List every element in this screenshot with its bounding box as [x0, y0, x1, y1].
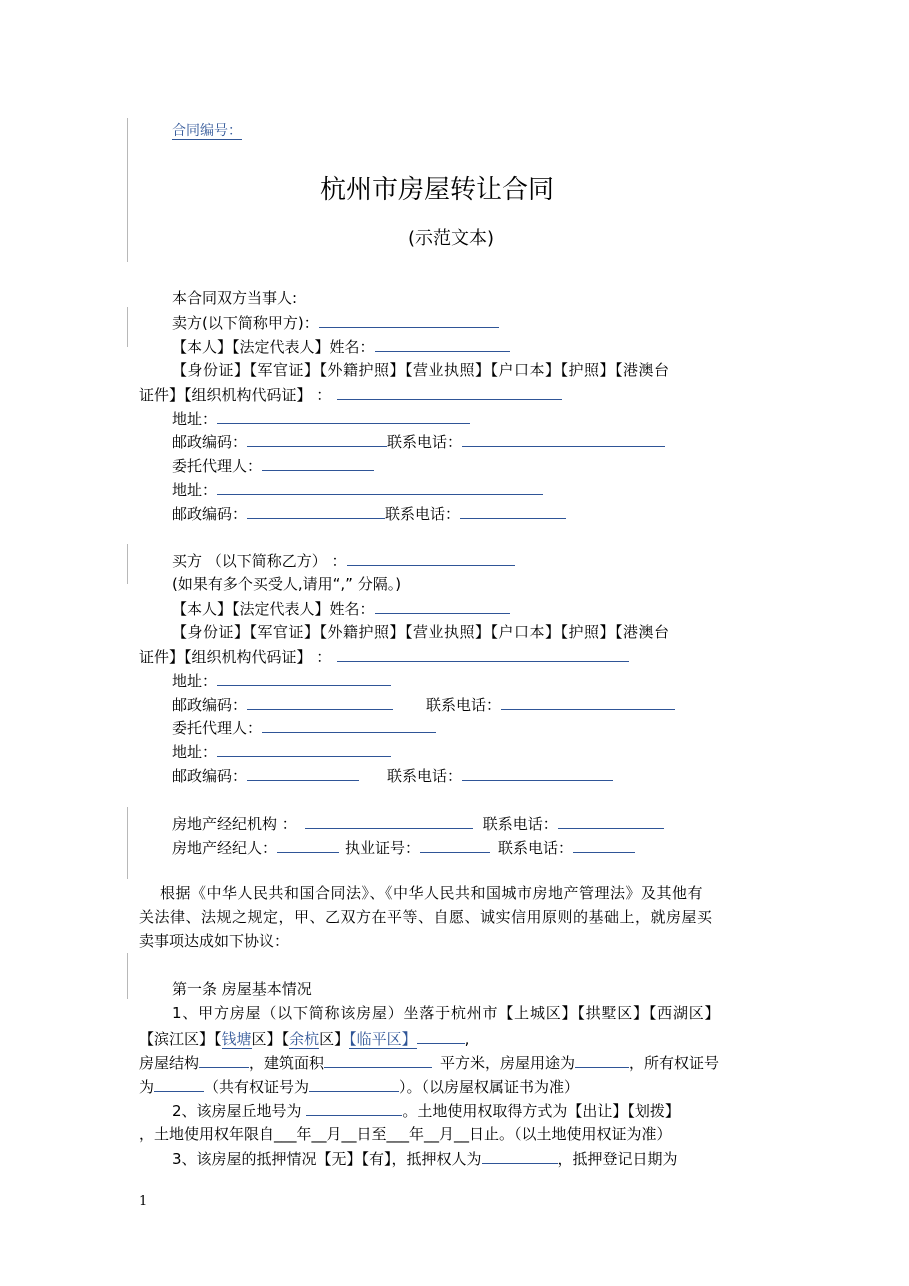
buyer-id-types-line2: 证件】【组织机构代码证】 ：: [139, 647, 629, 666]
seller-id-number-field[interactable]: [337, 385, 562, 400]
co-certificate-no-field[interactable]: [309, 1077, 399, 1092]
area-field[interactable]: [324, 1053, 432, 1068]
page-subtitle: (示范文本): [408, 228, 495, 249]
buyer-rep-line: 【本人】【法定代表人】姓名：: [172, 599, 510, 618]
article1-p1-line3: 房屋结构 ，建筑面积 平方米，房屋用途为 ，所有权证号: [139, 1054, 720, 1072]
parties-intro: 本合同双方当事人:: [172, 289, 298, 307]
seller-agent-address-line: 地址：: [172, 480, 543, 499]
buyer-contact-line: 邮政编码： 联系电话：: [172, 695, 675, 714]
seller-id-types-line2: 证件】【组织机构代码证】 ：: [139, 385, 562, 404]
usage-field[interactable]: [575, 1053, 629, 1068]
lot-number-field[interactable]: [306, 1101, 402, 1116]
page-number: 1: [139, 1194, 148, 1209]
preamble-line-3: 卖事项达成如下协议：: [139, 932, 290, 950]
seller-label-line: 卖方(以下简称甲方)：: [172, 313, 499, 332]
buyer-name-field[interactable]: [347, 551, 515, 566]
broker-agent-line: 房地产经纪人： 执业证号： 联系电话：: [172, 838, 635, 857]
margin-bar: [127, 307, 128, 347]
broker-agent-field[interactable]: [277, 838, 339, 853]
buyer-agent-postcode-field[interactable]: [247, 766, 359, 781]
buyer-agent-field[interactable]: [262, 718, 436, 733]
preamble-line-1: 根据《中华人民共和国合同法》、《中华人民共和国城市房地产管理法》及其他有: [160, 884, 704, 902]
buyer-agent-line: 委托代理人：: [172, 718, 436, 737]
article1-p2-line1: 2、该房屋丘地号为 。土地使用权取得方式为【出让】【划拨】: [172, 1102, 680, 1120]
article1-heading: 第一条 房屋基本情况: [172, 980, 312, 998]
mortgagee-field[interactable]: [482, 1149, 558, 1164]
article1-p2-line2: ，土地使用权年限自___年__月__日至___年__月__日止。（以土地使用权证为准）: [139, 1125, 672, 1143]
seller-postcode-field[interactable]: [247, 432, 387, 447]
seller-address-line: 地址：: [172, 409, 470, 428]
buyer-address-field[interactable]: [217, 671, 391, 686]
seller-agent-postcode-field[interactable]: [247, 504, 385, 519]
margin-bar: [127, 953, 128, 999]
preamble-line-2: 关法律、法规之规定，甲、乙双方在平等、自愿、诚实信用原则的基础上，就房屋买: [139, 908, 713, 926]
margin-bar: [127, 807, 128, 879]
seller-address-field[interactable]: [217, 409, 470, 424]
district-binjiang[interactable]: 【滨江区】: [139, 1030, 215, 1048]
certificate-no-field[interactable]: [154, 1077, 204, 1092]
seller-agent-line: 委托代理人：: [172, 456, 374, 475]
buyer-phone-field[interactable]: [501, 695, 675, 710]
district-linping[interactable]: 【临平区】: [349, 1030, 417, 1048]
margin-bar: [127, 544, 128, 584]
seller-agent-contact-line: 邮政编码： 联系电话：: [172, 504, 566, 523]
district-qiantang[interactable]: 钱塘: [221, 1030, 252, 1048]
contract-number-label: 合同编号：: [172, 123, 242, 139]
broker-agent-phone-field[interactable]: [573, 838, 635, 853]
buyer-id-types-line1: 【身份证】【军官证】【外籍护照】【营业执照】【户口本】【护照】【港澳台: [172, 623, 670, 641]
seller-agent-phone-field[interactable]: [460, 504, 566, 519]
buyer-agent-phone-field[interactable]: [462, 766, 613, 781]
buyer-address-line: 地址：: [172, 671, 391, 690]
seller-agent-address-field[interactable]: [217, 480, 543, 495]
buyer-agent-contact-line: 邮政编码： 联系电话：: [172, 766, 613, 785]
buyer-postcode-field[interactable]: [247, 695, 393, 710]
margin-bar: [127, 118, 128, 262]
article1-p3-line1: 3、该房屋的抵押情况【无】【有】，抵押权人为 ，抵押登记日期为: [172, 1150, 678, 1168]
seller-rep-name-field[interactable]: [375, 337, 510, 352]
seller-id-types-line1: 【身份证】【军官证】【外籍护照】【营业执照】【户口本】【护照】【港澳台: [172, 361, 670, 379]
broker-agency-field[interactable]: [305, 814, 473, 829]
seller-name-field[interactable]: [319, 313, 499, 328]
buyer-rep-name-field[interactable]: [375, 599, 510, 614]
district-yuhang[interactable]: 余杭: [289, 1030, 320, 1048]
buyer-agent-address-line: 地址：: [172, 742, 391, 761]
buyer-id-number-field[interactable]: [337, 647, 629, 662]
buyer-agent-address-field[interactable]: [217, 742, 391, 757]
broker-license-field[interactable]: [420, 838, 490, 853]
seller-phone-field[interactable]: [462, 432, 665, 447]
broker-agency-phone-field[interactable]: [558, 814, 664, 829]
seller-contact-line: 邮政编码： 联系电话：: [172, 432, 665, 451]
buyer-note: (如果有多个买受人,请用“,” 分隔。): [172, 575, 402, 593]
article1-p1-line4: 为 （共有权证号为 ）。（以房屋权属证书为准）: [139, 1078, 580, 1096]
page-title: 杭州市房屋转让合同: [320, 175, 555, 205]
seller-rep-line: 【本人】【法定代表人】姓名：: [172, 337, 510, 356]
article1-districts-line: 【滨江区】【钱塘区】【余杭区】【临平区】 ,: [139, 1030, 470, 1048]
seller-agent-field[interactable]: [262, 456, 374, 471]
broker-agency-line: 房地产经纪机构 ： 联系电话：: [172, 814, 664, 833]
buyer-label-line: 买方 （以下简称乙方） ：: [172, 551, 515, 570]
structure-field[interactable]: [199, 1053, 249, 1068]
district-fill-field[interactable]: [417, 1029, 465, 1044]
article1-p1-line1: 1、甲方房屋（以下简称该房屋）坐落于杭州市【上城区】【拱墅区】【西湖区】: [172, 1004, 721, 1022]
